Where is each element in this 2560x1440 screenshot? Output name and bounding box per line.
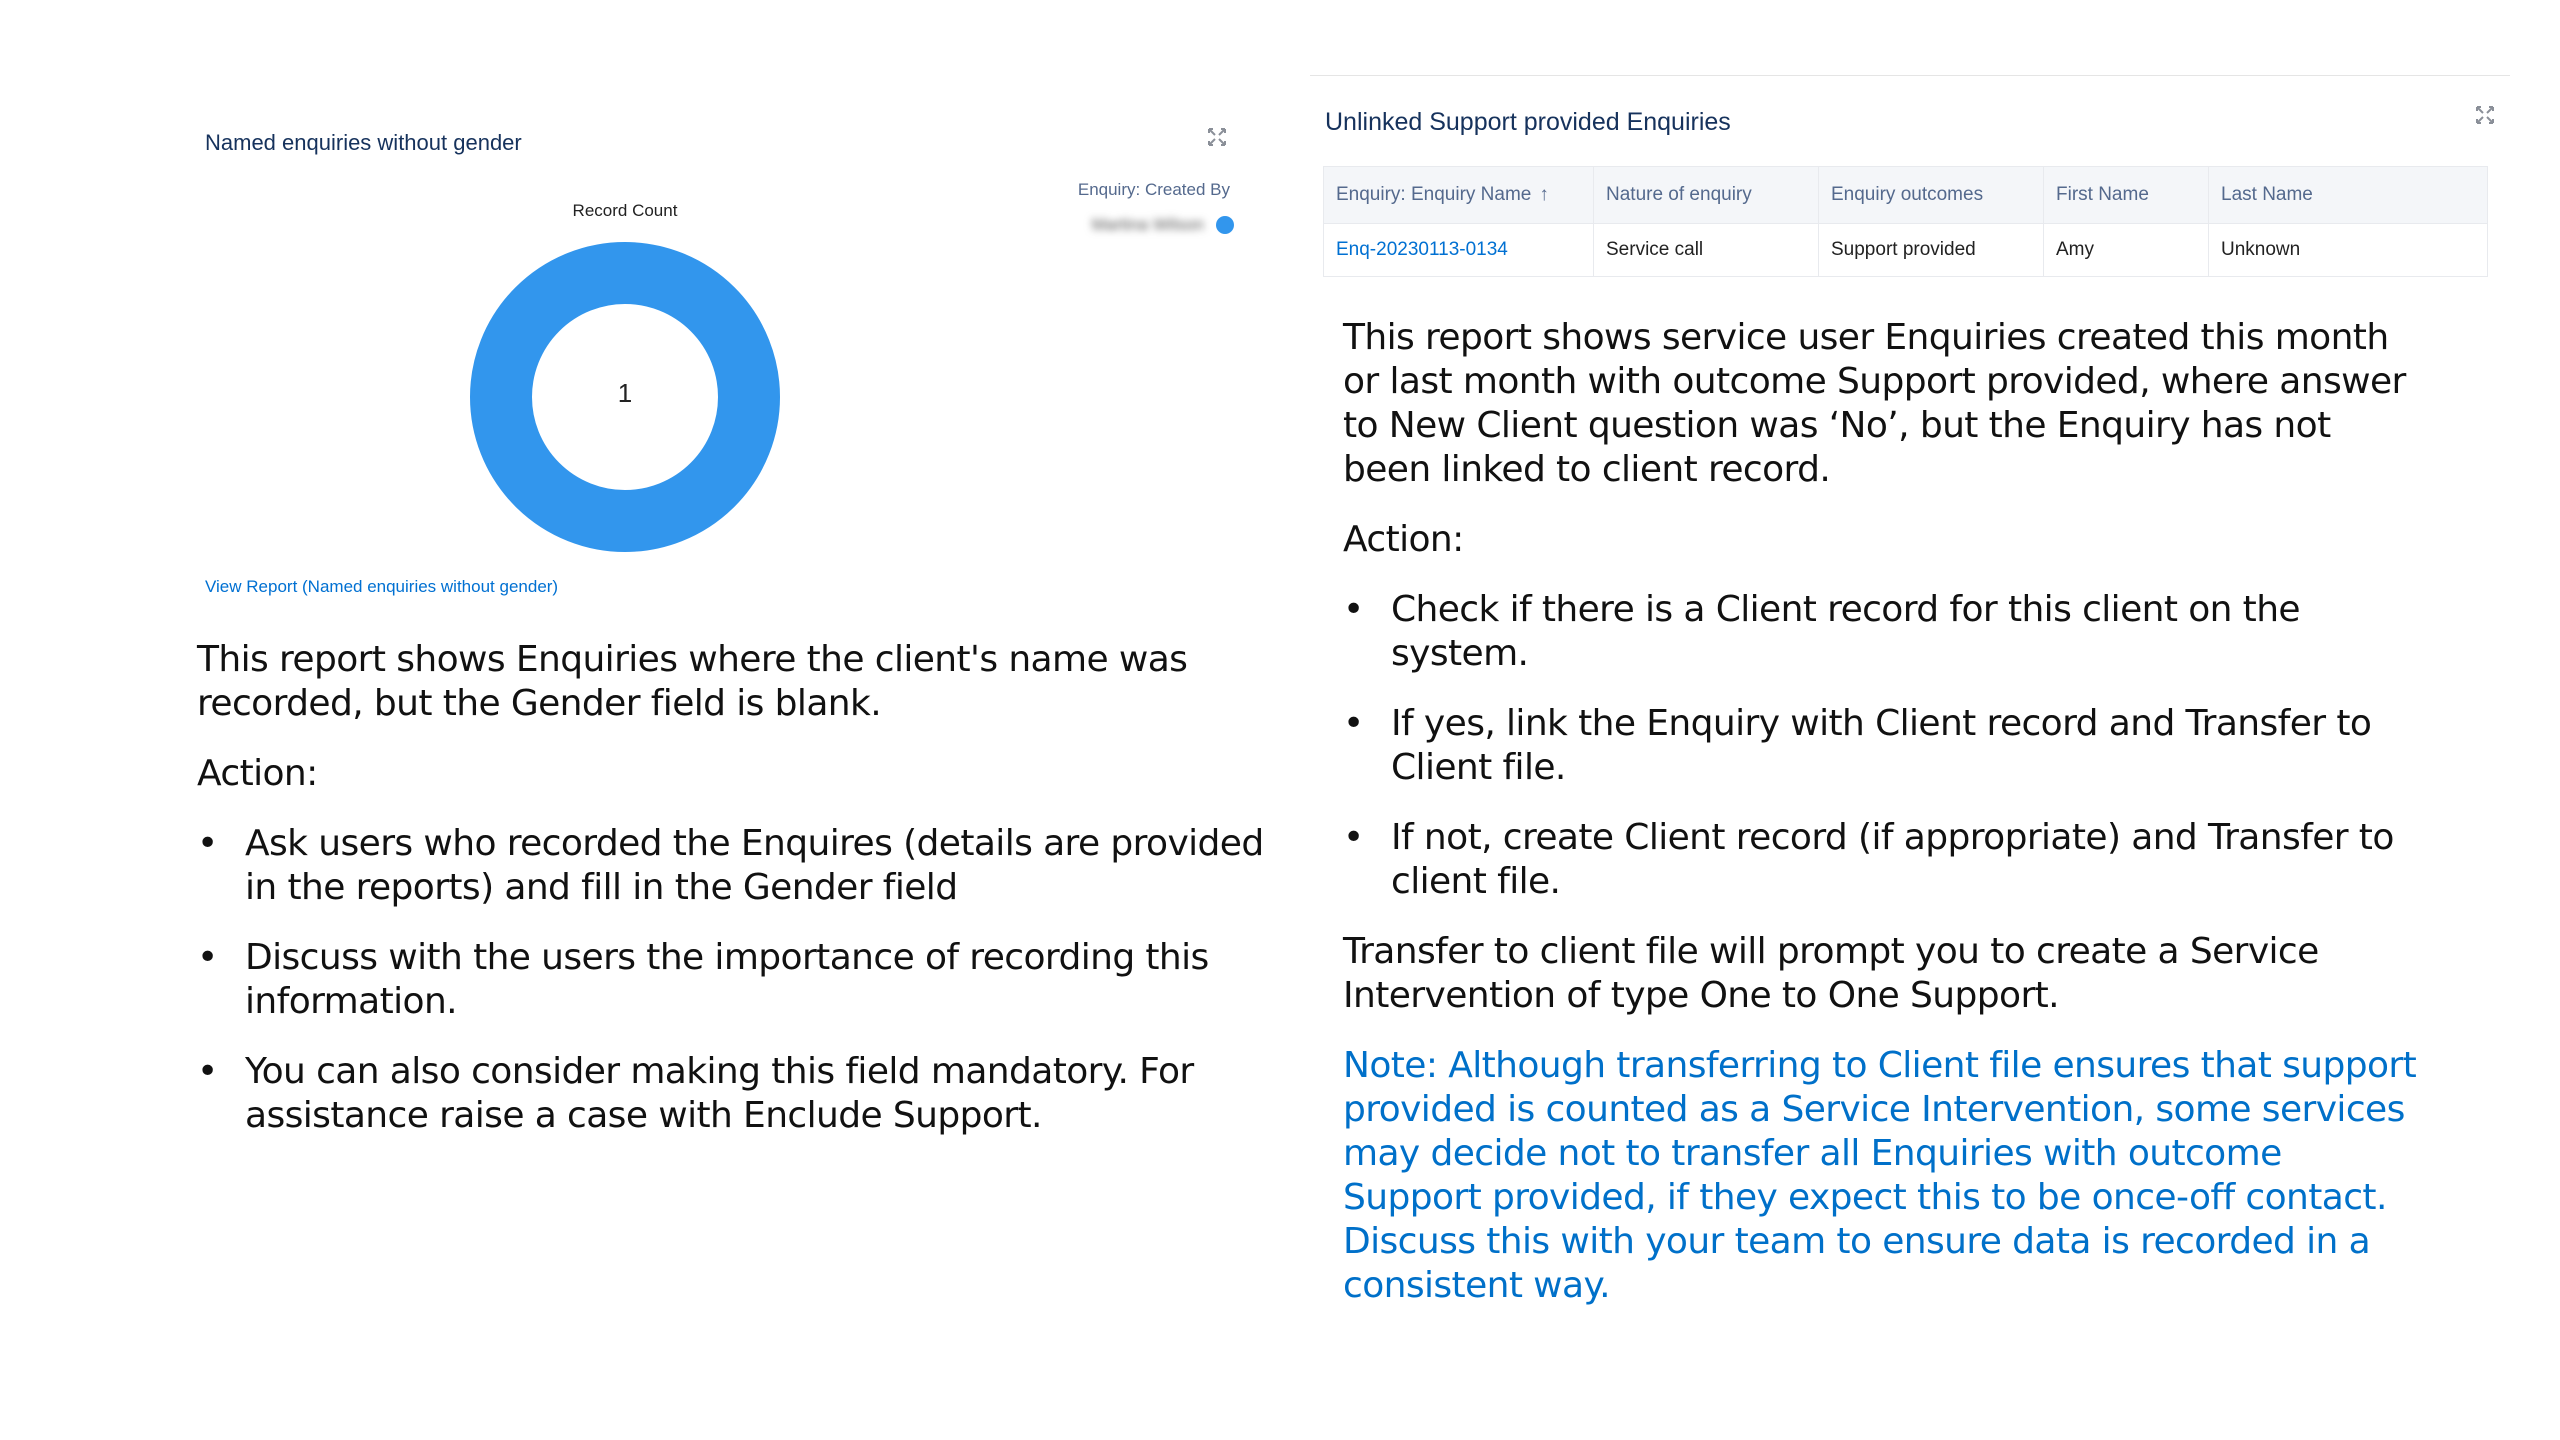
left-action-label: Action: xyxy=(197,753,318,794)
column-header-first-name[interactable]: First Name xyxy=(2044,167,2209,224)
note-text: Note: Although transferring to Client file ensures that support provided is counted as a Service Intervention, some services may decide not to transfer all Enquiries with outcome Support provided, if they expect this to be once-off contact. Discuss this with your team to ensure data is recorded in a consistent way. xyxy=(1343,1045,2417,1306)
transfer-info-text: Transfer to client file will prompt you to create a Service Intervention of type One to One Support. xyxy=(1343,931,2319,1016)
list-item: • You can also consider making this field mandatory. For assistance raise a case with Enclude Support. xyxy=(197,1050,1287,1138)
list-item: • Ask users who recorded the Enquires (details are provided in the reports) and fill in the Gender field xyxy=(197,822,1287,910)
right-description xyxy=(1343,316,2423,1308)
right-dashboard-widget xyxy=(1310,75,2510,286)
table-header-row xyxy=(1324,167,2488,224)
table-cell: Unknown xyxy=(2209,224,2488,277)
chart-title: Record Count xyxy=(572,201,678,220)
legend-color-swatch xyxy=(1216,216,1234,234)
table-row xyxy=(1324,224,2488,277)
left-action-list xyxy=(197,822,1287,1138)
legend-title: Enquiry: Created By xyxy=(1077,180,1230,199)
list-item: • Discuss with the users the importance of recording this information. xyxy=(197,936,1287,1024)
expand-arrows-icon[interactable] xyxy=(2473,103,2497,127)
list-item: • Check if there is a Client record for this client on the system. xyxy=(1343,588,2423,676)
enquiry-name-link[interactable]: Enq-20230113-0134 xyxy=(1324,224,1594,277)
right-action-label: Action: xyxy=(1343,519,1464,560)
column-header-enquiry-name[interactable]: Enquiry: Enquiry Name ↑ xyxy=(1324,167,1594,224)
column-header-outcomes[interactable]: Enquiry outcomes xyxy=(1819,167,2044,224)
legend-entry-label: Martina Wilson xyxy=(1091,215,1204,234)
left-description xyxy=(197,638,1287,1138)
legend-item[interactable] xyxy=(1092,215,1234,235)
table-cell: Amy xyxy=(2044,224,2209,277)
left-intro-text: This report shows Enquiries where the client's name was recorded, but the Gender field is blank. xyxy=(197,639,1188,724)
left-widget-title: Named enquiries without gender xyxy=(205,130,522,155)
chart-center-label: 1 xyxy=(617,378,633,408)
right-widget-title: Unlinked Support provided Enquiries xyxy=(1325,108,1731,136)
list-item: • If not, create Client record (if appropriate) and Transfer to client file. xyxy=(1343,816,2423,904)
list-item: • If yes, link the Enquiry with Client record and Transfer to Client file. xyxy=(1343,702,2423,790)
right-action-list xyxy=(1343,588,2423,904)
sort-ascending-icon[interactable]: ↑ xyxy=(1539,184,1549,205)
view-report-link[interactable]: View Report (Named enquiries without gender) xyxy=(205,577,559,596)
enquiries-table xyxy=(1323,166,2488,277)
column-header-nature[interactable]: Nature of enquiry xyxy=(1594,167,1819,224)
table-cell: Support provided xyxy=(1819,224,2044,277)
expand-arrows-icon[interactable] xyxy=(1205,125,1229,149)
left-dashboard-widget xyxy=(190,105,1250,605)
table-cell: Service call xyxy=(1594,224,1819,277)
column-header-last-name[interactable]: Last Name xyxy=(2209,167,2488,224)
right-intro-text: This report shows service user Enquiries created this month or last month with outcome Support provided, where answer to New Client question was ‘No’, but the Enquiry has not been linked to client record. xyxy=(1343,317,2406,490)
